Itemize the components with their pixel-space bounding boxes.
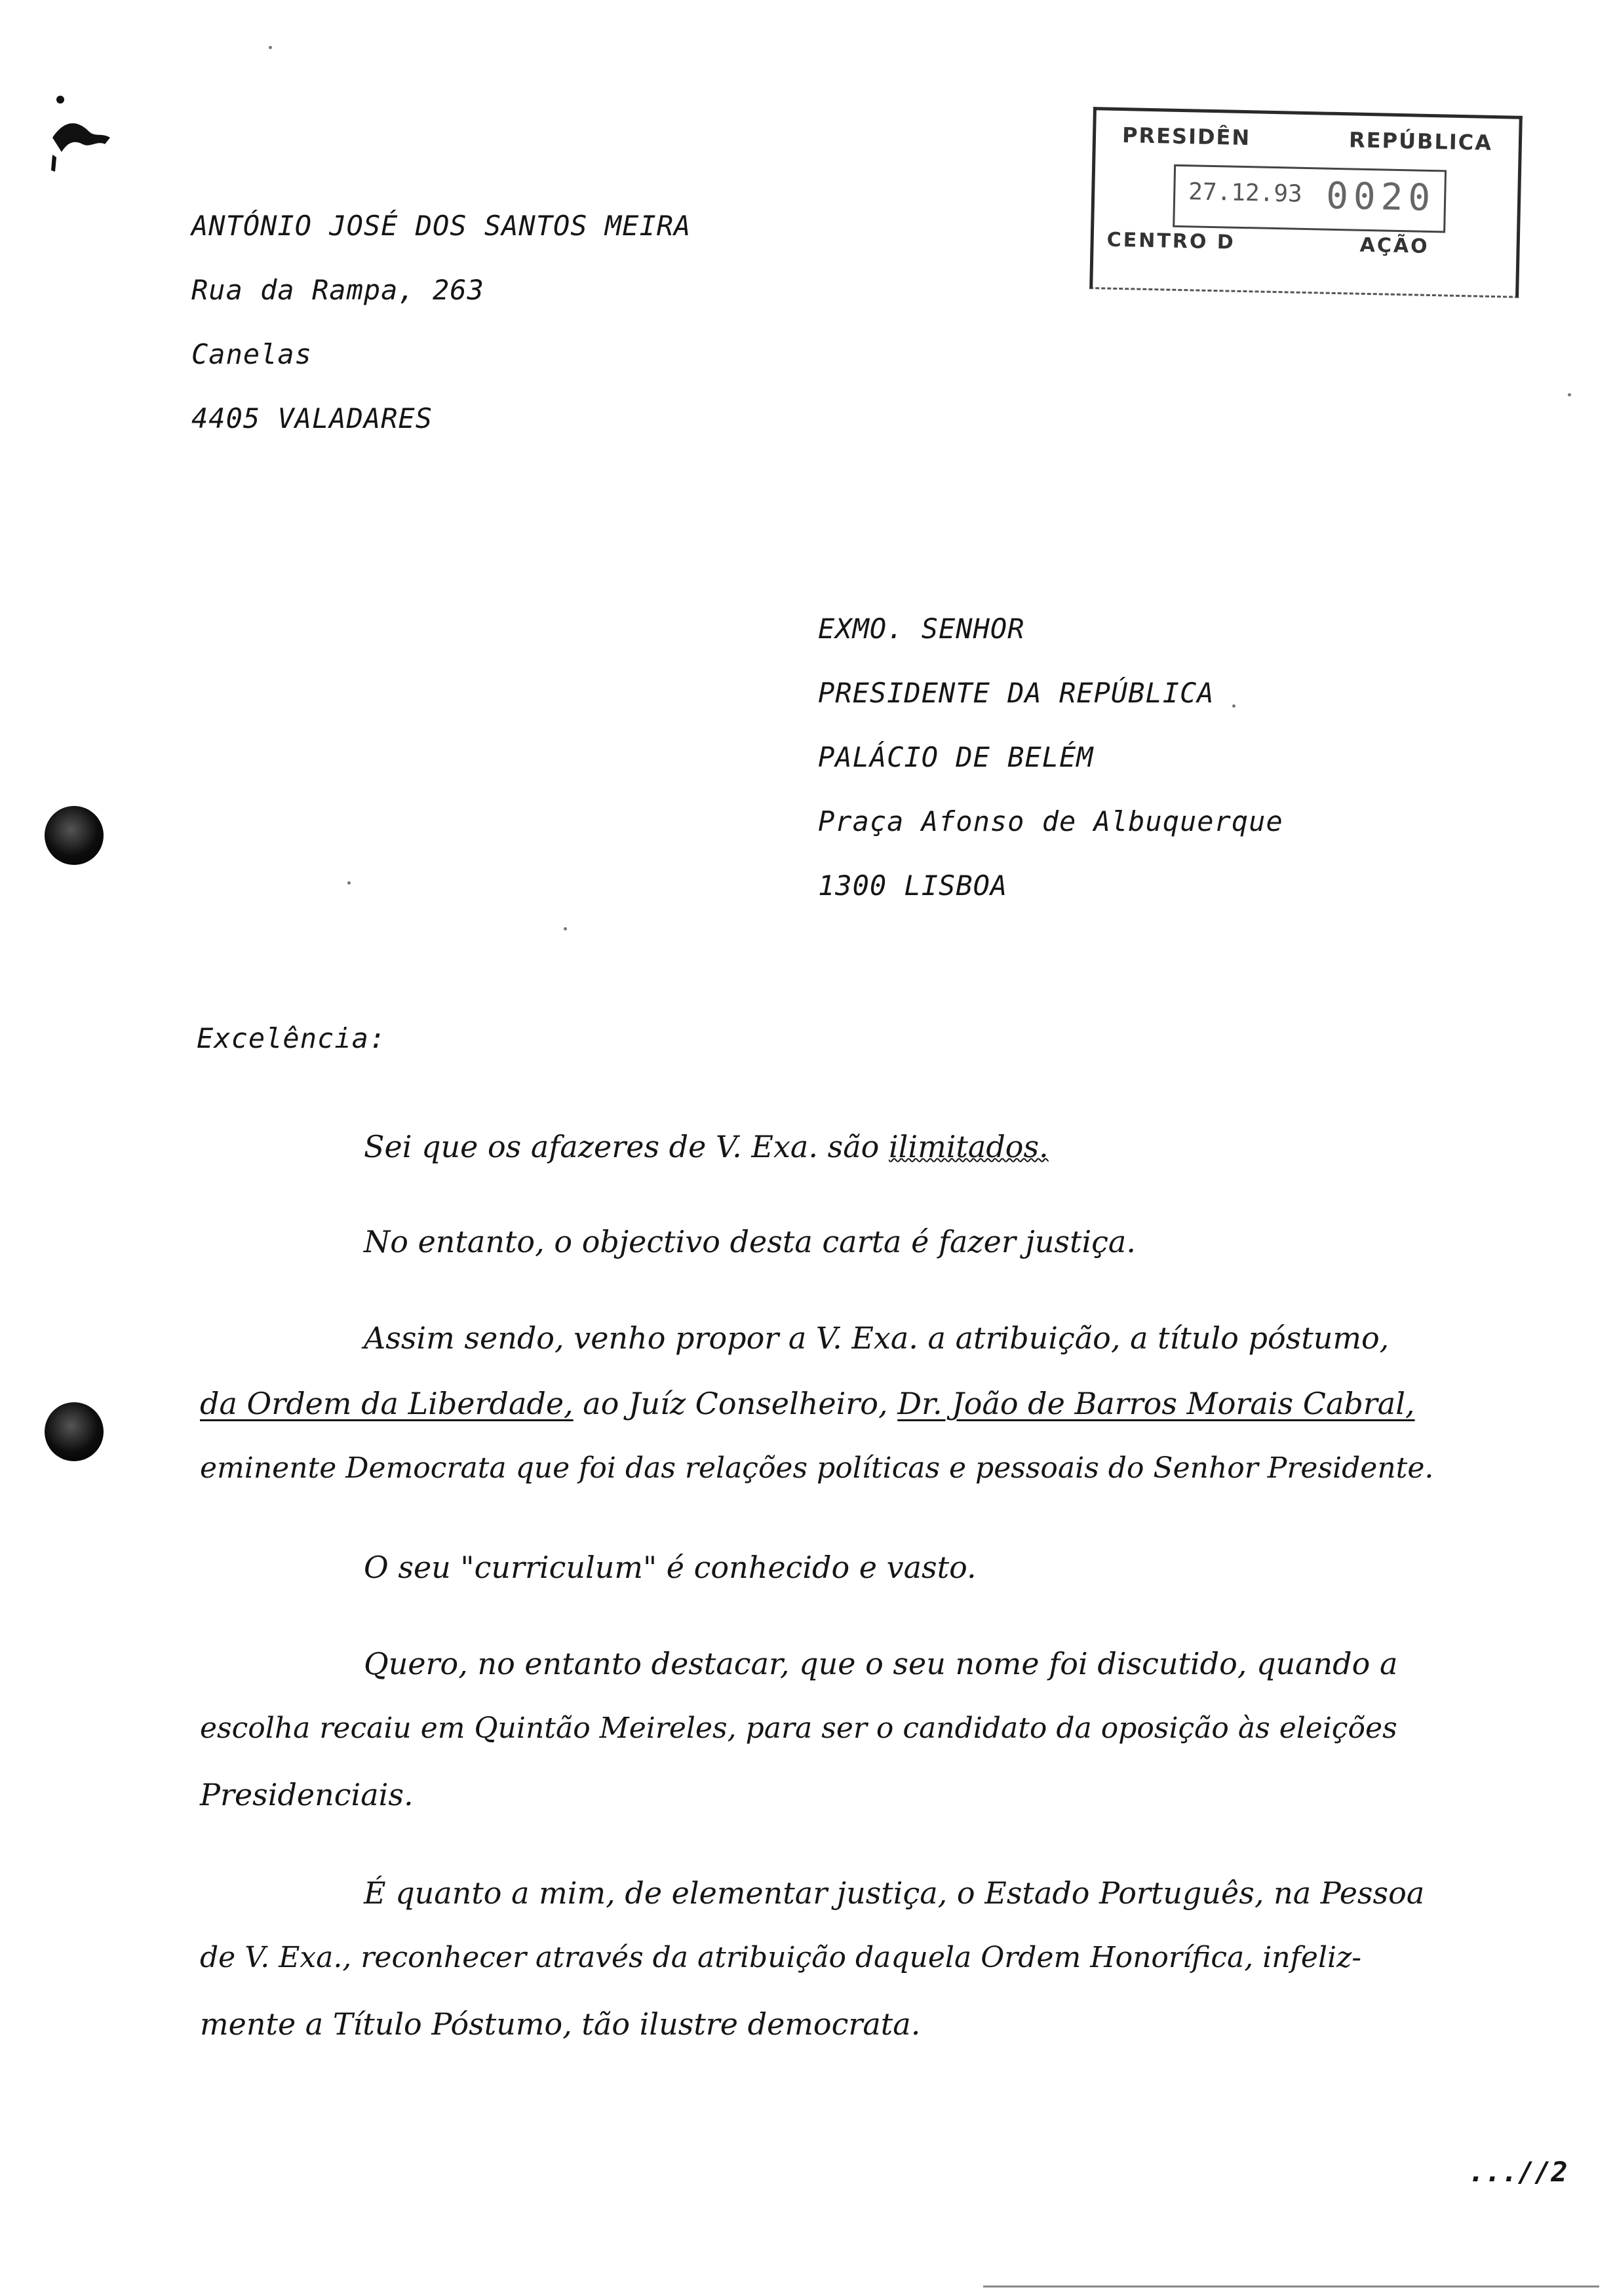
- stamp-number: 0020: [1325, 174, 1436, 220]
- speck: [269, 46, 272, 49]
- stamp-footer: CENTRO D AÇÃO: [1106, 228, 1430, 258]
- speck: [347, 881, 351, 885]
- speck: [1232, 704, 1236, 708]
- order-name: da Ordem da Liberdade,: [200, 1386, 574, 1421]
- sender-name: ANTÓNIO JOSÉ DOS SANTOS MEIRA: [191, 210, 691, 242]
- recipient-role: PRESIDENTE DA REPÚBLICA: [818, 677, 1215, 709]
- greeting: Excelência:: [197, 1022, 387, 1054]
- stamp-header: PRESIDÊN REPÚBLICA: [1121, 123, 1493, 155]
- paragraph-3-line-2: da Ordem da Liberdade, ao Juíz Conselheiro, Dr. João de Barros Morais Cabral,: [200, 1386, 1415, 1421]
- recipient-title: EXMO. SENHOR: [818, 613, 1025, 645]
- recipient-postal: 1300 LISBOA: [818, 870, 1008, 902]
- sender-postal: 4405 VALADARES: [191, 402, 433, 434]
- bottom-edge-rule: [983, 2286, 1599, 2287]
- speck: [564, 927, 567, 930]
- punch-hole-icon: [45, 1402, 104, 1461]
- stamp-date-box: [1173, 164, 1447, 233]
- speck: [1568, 393, 1571, 396]
- struck-word: ilimitados.: [888, 1129, 1049, 1164]
- reception-stamp: [1089, 107, 1523, 298]
- punch-hole-icon: [45, 806, 104, 865]
- paragraph-5-line-2: escolha recaiu em Quintão Meireles, para ser o candidato da oposição às eleições: [200, 1712, 1397, 1745]
- paragraph-5-line-3: Presidenciais.: [200, 1777, 414, 1812]
- paragraph-5-line-1: Quero, no entanto destacar, que o seu nome foi discutido, quando a: [364, 1646, 1398, 1681]
- recipient-place: PALÁCIO DE BELÉM: [818, 741, 1094, 773]
- ink-mark-icon: [39, 92, 118, 197]
- honoree-name: Dr. João de Barros Morais Cabral,: [897, 1386, 1415, 1421]
- paragraph-2: No entanto, o objectivo desta carta é fazer justiça.: [364, 1224, 1136, 1259]
- sender-locality: Canelas: [191, 338, 313, 370]
- sender-street: Rua da Rampa, 263: [191, 274, 484, 306]
- recipient-street: Praça Afonso de Albuquerque: [818, 805, 1283, 837]
- stamp-date: 27.12.93: [1188, 178, 1303, 208]
- sender-address: [191, 203, 691, 460]
- paragraph-6-line-3: mente a Título Póstumo, tão ilustre democrata.: [200, 2006, 921, 2042]
- paragraph-4: O seu "curriculum" é conhecido e vasto.: [364, 1550, 977, 1585]
- paragraph-6-line-1: É quanto a mim, de elementar justiça, o Estado Português, na Pessoa: [364, 1875, 1425, 1911]
- paragraph-6-line-2: de V. Exa., reconhecer através da atribuição daquela Ordem Honorífica, infeliz-: [200, 1941, 1362, 1974]
- recipient-address: [818, 606, 1283, 927]
- paragraph-1: Sei que os afazeres de V. Exa. são ilimitados.: [364, 1129, 1049, 1164]
- paragraph-3-line-1: Assim sendo, venho propor a V. Exa. a atribuição, a título póstumo,: [364, 1320, 1390, 1356]
- page-number: ...//2: [1468, 2156, 1568, 2188]
- paragraph-3-line-3: eminente Democrata que foi das relações políticas e pessoais do Senhor Presidente.: [200, 1451, 1434, 1485]
